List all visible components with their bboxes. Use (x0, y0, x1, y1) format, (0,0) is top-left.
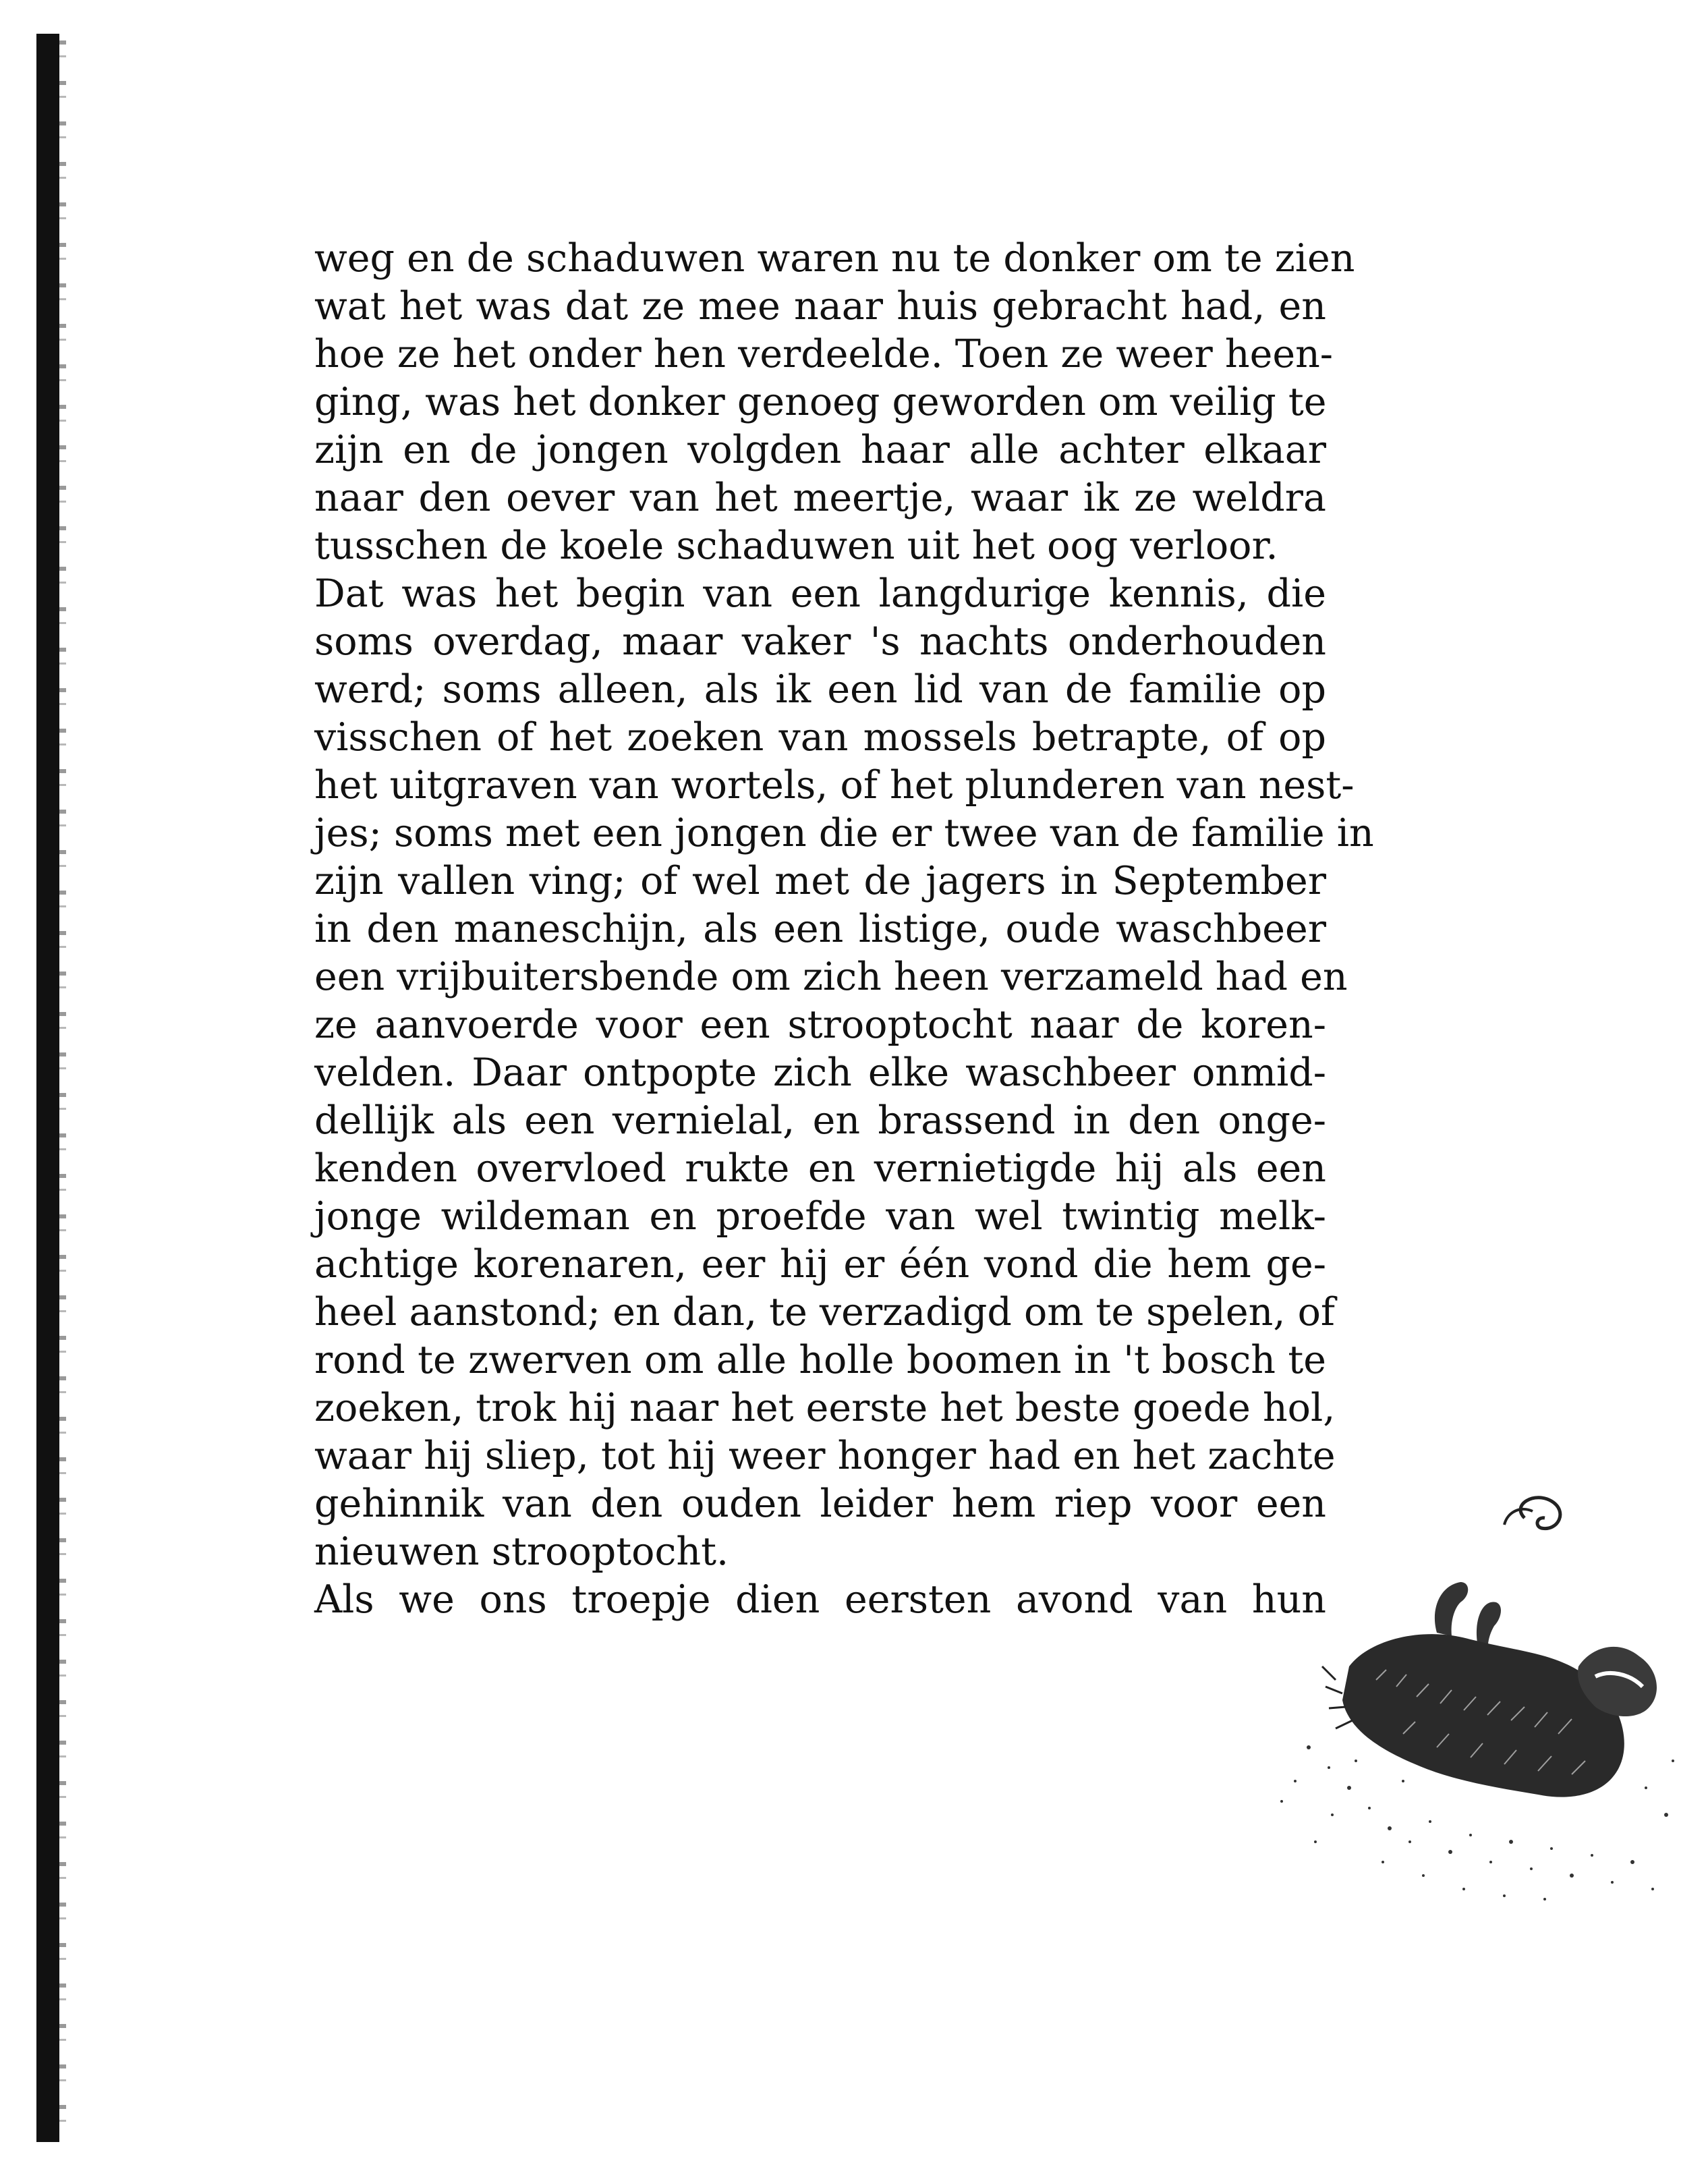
text-line: wat het was dat ze mee naar huis gebracht had, en (314, 284, 1326, 329)
tail-flourish-2 (1504, 1509, 1533, 1525)
text-line: ze aanvoerde voor een strooptocht naar de koren- (314, 1003, 1326, 1047)
text-line: jonge wildeman en proefde van wel twintig melk- (314, 1194, 1326, 1239)
text-line: visschen of het zoeken van mossels betrapte, of op (314, 715, 1326, 760)
text-line: in den maneschijn, als een listige, oude waschbeer (314, 907, 1326, 951)
binding-shadow (36, 34, 59, 2142)
text-line: kenden overvloed rukte en vernietigde hij als een (314, 1146, 1326, 1191)
text-line: nieuwen strooptocht. (314, 1529, 729, 1574)
raised-paw-left (1435, 1582, 1468, 1636)
text-line: soms overdag, maar vaker 's nachts onderhouden (314, 619, 1326, 664)
raccoon-body (1342, 1634, 1624, 1797)
text-line: zijn vallen ving; of wel met de jagers in September (314, 859, 1326, 903)
text-line: zoeken, trok hij naar het eerste het beste goede hol, (314, 1386, 1336, 1430)
tail-flourish (1520, 1498, 1560, 1529)
page-binding-edge (0, 0, 65, 2167)
text-line: jes; soms met een jongen die er twee van de familie in (314, 811, 1374, 855)
text-line: weg en de schaduwen waren nu te donker om te zien (314, 236, 1355, 281)
text-line: waar hij sliep, tot hij weer honger had en het zachte (314, 1434, 1336, 1478)
text-line: ging, was het donker genoeg geworden om veilig te (314, 380, 1327, 424)
text-line: dellijk als een vernielal, en brassend in den onge- (314, 1098, 1326, 1143)
binding-fringe (59, 40, 66, 2125)
text-line: Als we ons troepje dien eersten avond van hun (314, 1577, 1326, 1622)
text-line: rond te zwerven om alle holle boomen in 't bosch te (314, 1338, 1326, 1382)
raccoon-illustration-icon (1268, 1464, 1686, 1909)
text-line: naar den oever van het meertje, waar ik ze weldra (314, 476, 1326, 520)
text-line: tusschen de koele schaduwen uit het oog verloor. (314, 524, 1278, 568)
text-line: een vrijbuitersbende om zich heen verzameld had en (314, 955, 1348, 999)
text-line: werd; soms alleen, als ik een lid van de familie op (314, 667, 1326, 712)
body-text (314, 235, 1374, 1624)
text-line: zijn en de jongen volgden haar alle achter elkaar (314, 428, 1326, 472)
text-line: achtige korenaren, eer hij er één vond die hem ge- (314, 1242, 1326, 1287)
text-line: het uitgraven van wortels, of het plunderen van nest- (314, 763, 1355, 808)
text-line: gehinnik van den ouden leider hem riep voor een (314, 1482, 1326, 1526)
text-line: hoe ze het onder hen verdeelde. Toen ze weer heen- (314, 332, 1334, 376)
text-line: heel aanstond; en dan, te verzadigd om te spelen, of (314, 1290, 1335, 1334)
text-line: velden. Daar ontpopte zich elke waschbeer onmid- (314, 1050, 1326, 1095)
text-line: Dat was het begin van een langdurige kennis, die (314, 571, 1326, 616)
